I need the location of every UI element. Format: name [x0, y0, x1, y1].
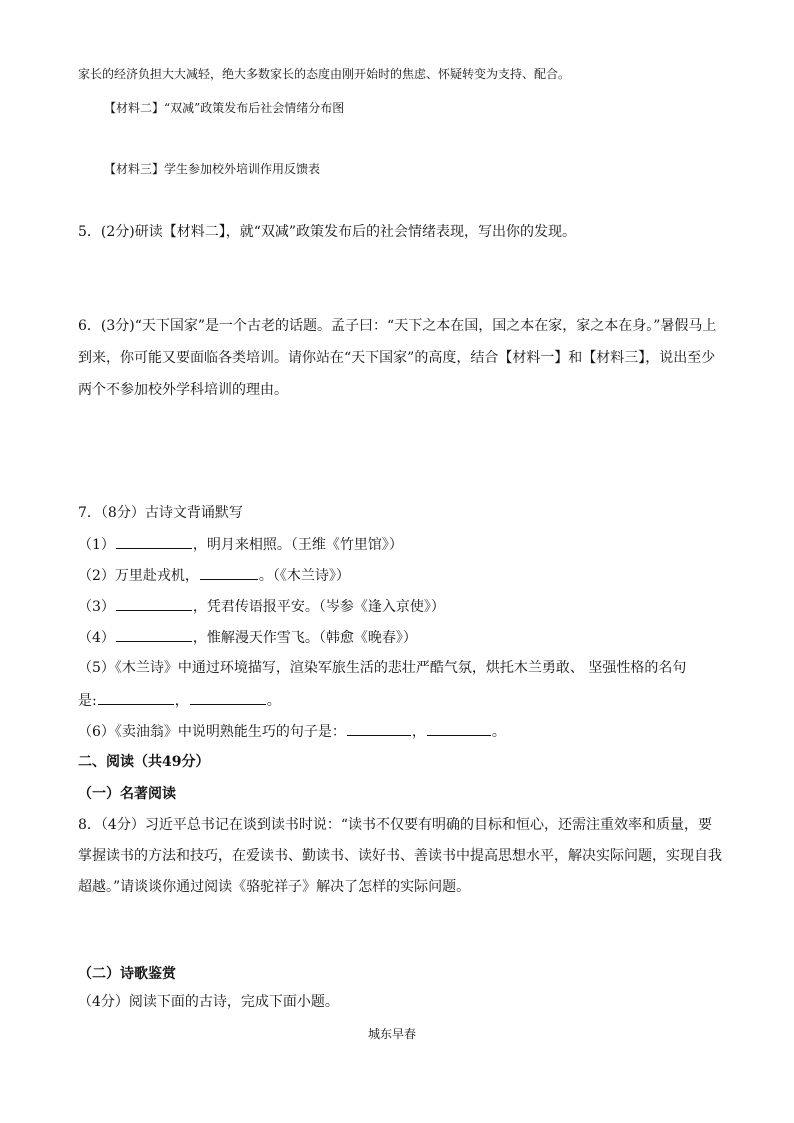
answer-blank[interactable]: [98, 690, 174, 705]
subsection-1-heading: （一）名著阅读: [78, 786, 176, 802]
item-4-suffix: ，惟解漫天作雪飞。（韩愈《晚春》）: [192, 630, 417, 646]
question-5: 5．(2分)研读【材料二】，就“双减”政策发布后的社会情绪表现，写出你的发现。: [78, 224, 577, 240]
item-6-suffix: 。: [491, 724, 506, 740]
item-5-suffix: 。: [266, 693, 281, 709]
answer-blank[interactable]: [347, 721, 411, 736]
item-5-prefix: 是:: [78, 693, 97, 709]
question-8-line-3: 超越。”请谈谈你通过阅读《骆驼祥子》解决了怎样的实际问题。: [78, 879, 471, 895]
question-6-line-3: 两个不参加校外学科培训的理由。: [78, 382, 288, 398]
question-7-item-5-line-2: [78, 690, 281, 711]
item-2-suffix: 。（《木兰诗》）: [258, 568, 350, 584]
answer-blank[interactable]: [200, 565, 258, 580]
question-7-item-1: [78, 534, 403, 555]
item-3-prefix: （3）: [78, 599, 115, 615]
question-7-title: 7．（8分）古诗文背诵默写: [78, 505, 243, 521]
question-7-item-6: [78, 721, 506, 742]
material-three-caption: 【材料三】学生参加校外培训作用反馈表: [104, 162, 321, 176]
question-8-line-2: 掌握读书的方法和技巧，在爱读书、勤读书、读好书、善读书中提高思想水平，解决实际问题，实现自我: [78, 848, 722, 864]
question-7-item-2: [78, 565, 350, 586]
question-6-line-1: 6．(3分)“天下国家”是一个古老的话题。孟子曰：“天下之本在国，国之本在家，家之本在身。”暑假马上: [78, 318, 717, 334]
answer-blank[interactable]: [116, 534, 192, 549]
question-6-line-2: 到来，你可能又要面临各类培训。请你站在“天下国家”的高度，结合【材料一】和【材料三】，说出至少: [78, 350, 716, 366]
item-4-prefix: （4）: [78, 630, 115, 646]
item-1-prefix: （1）: [78, 537, 115, 553]
item-6-separator: ，: [411, 724, 426, 740]
material-two-caption: 【材料二】“双减”政策发布后社会情绪分布图: [104, 101, 345, 115]
answer-blank[interactable]: [116, 596, 192, 611]
subsection-2-heading: （二）诗歌鉴赏: [78, 966, 176, 982]
question-8-line-1: 8．（4分）习近平总书记在谈到读书时说：“读书不仅要有明确的目标和恒心，还需注重效率和质量，要: [78, 817, 712, 833]
item-2-prefix: （2）万里赴戎机，: [78, 568, 199, 584]
section-2-heading: 二、阅读（共49分）: [78, 754, 210, 770]
material-one-tail: 家长的经济负担大大减轻，绝大多数家长的态度由刚开始时的焦虑、怀疑转变为支持、配合。: [78, 67, 571, 81]
answer-blank[interactable]: [190, 690, 266, 705]
poem-title: 城东早春: [368, 1027, 417, 1041]
answer-blank[interactable]: [427, 721, 491, 736]
item-3-suffix: ，凭君传语报平安。（岑参《逢入京使》）: [192, 599, 445, 615]
question-7-item-3: [78, 596, 445, 617]
answer-blank[interactable]: [116, 627, 192, 642]
item-1-suffix: ，明月来相照。（王维《竹里馆》）: [192, 537, 403, 553]
item-5-separator: ，: [174, 693, 189, 709]
question-7-item-4: [78, 627, 417, 648]
question-9-intro: （4分）阅读下面的古诗，完成下面小题。: [78, 994, 339, 1010]
question-7-item-5-line-1: （5）《木兰诗》中通过环境描写，渲染军旅生活的悲壮严酷气氛，烘托木兰勇敢、 坚强性格的名句: [78, 660, 687, 676]
item-6-prefix: （6）《卖油翁》中说明熟能生巧的句子是：: [78, 724, 346, 740]
